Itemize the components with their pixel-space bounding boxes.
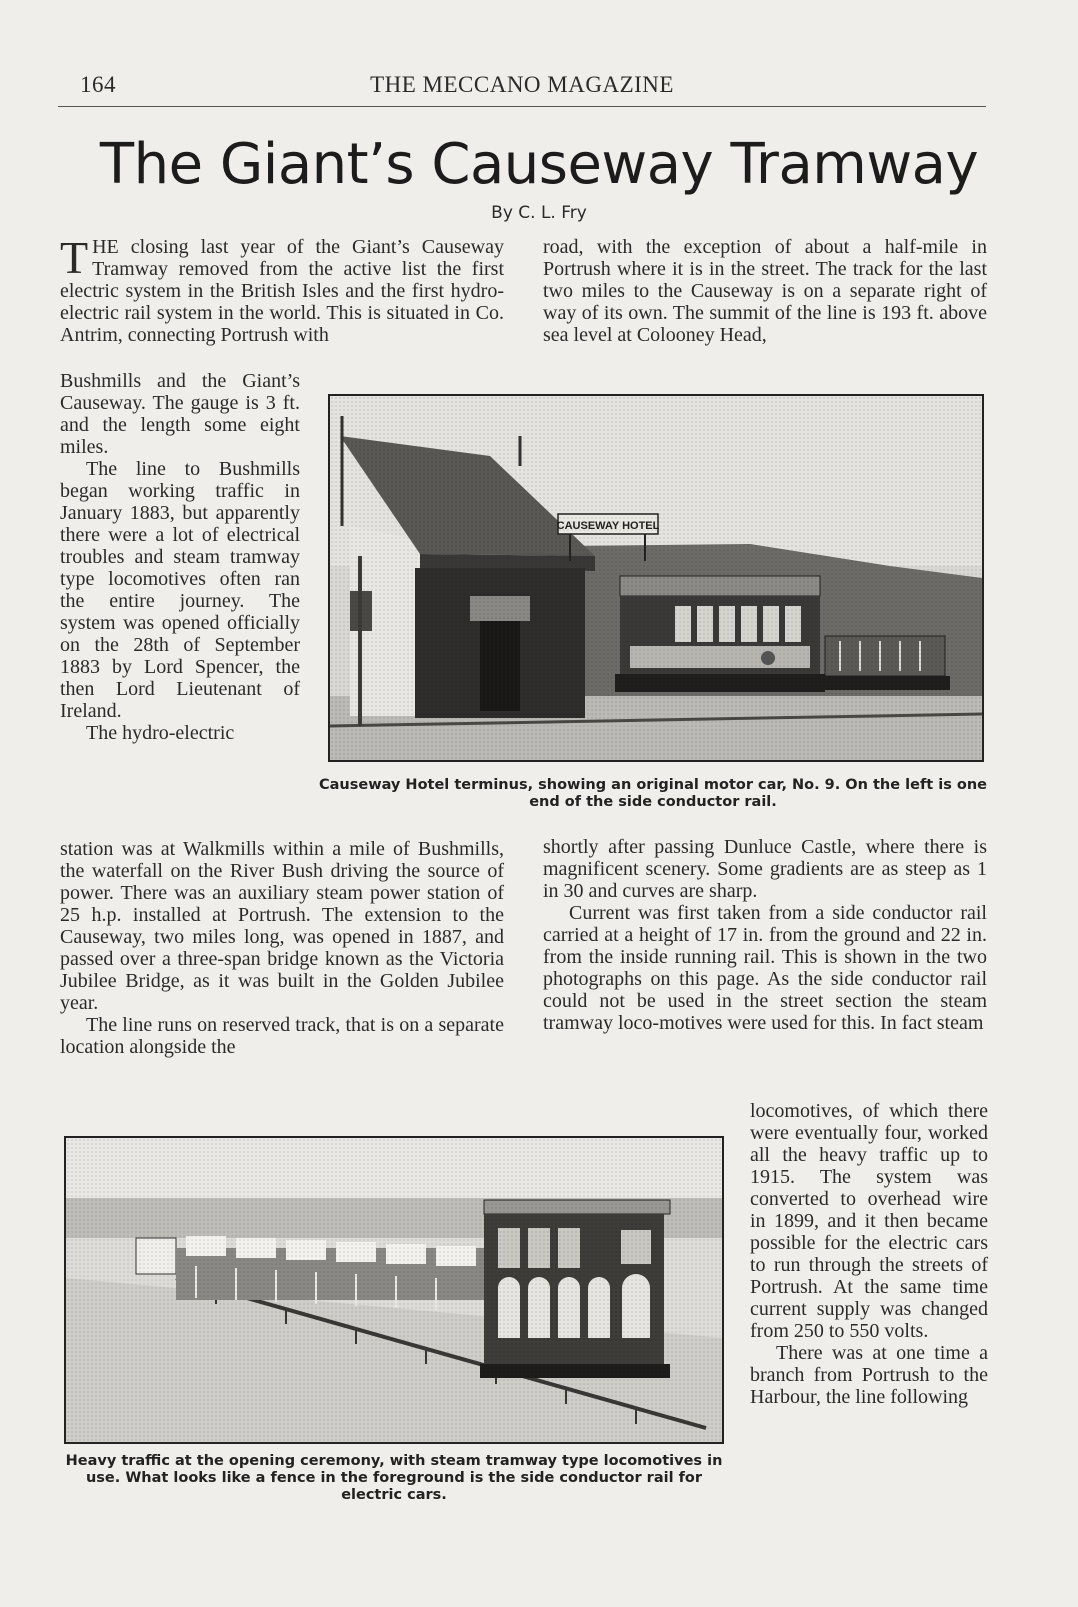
right-column-top (543, 236, 987, 346)
right-paragraph-3: Current was first taken from a side conductor rail carried at a height of 17 in. from the ground and 22 in. from the inside running rail. This is shown in the two photographs on this page. As the side conductor rail could not be used in the street section the steam tramway loco-motives were used for this. In fact steam (543, 902, 987, 1034)
right-paragraph-3-continued: locomotives, of which there were eventually four, worked all the heavy traffic up to 1915. The system was converted to overhead wire in 1899, and it then became possible for the electric cars to run through the streets of Portrush. At the same time current supply was changed from 250 to 550 volts. (750, 1100, 988, 1342)
page-number: 164 (80, 72, 116, 97)
left-column-top (60, 232, 504, 346)
paragraph-3: station was at Walkmills within a mile of Bushmills, the waterfall on the River Bush driving the source of power. There was an auxiliary steam power station of 25 h.p. installed at Portrush. The extension to the Causeway, two miles long, was opened in 1887, and passed over a three-span bridge known as the Victoria Jubilee Bridge, as it was built in the Golden Jubilee year. (60, 838, 504, 1014)
bottom-photo-caption: Heavy traffic at the opening ceremony, with steam tramway type locomotives in use. What looks like a fence in the foreground is the side conductor rail for electric cars. (65, 1453, 723, 1503)
top-photo-caption: Causeway Hotel terminus, showing an original motor car, No. 9. On the left is one end of the side conductor rail. (318, 777, 987, 810)
left-column-bottom (60, 838, 504, 1058)
paragraph-2: The line to Bushmills began working traffic in January 1883, but apparently there were a lot of electrical troubles and steam tramway type locomotives often ran the entire journey. The system was opened officially on the 28th of September 1883 by Lord Spencer, the then Lord Lieutenant of Ireland. (60, 458, 300, 722)
right-paragraph-4: There was at one time a branch from Portrush to the Harbour, the line following (750, 1342, 988, 1408)
paragraph-4: The line runs on reserved track, that is on a separate location alongside the (60, 1014, 504, 1058)
paragraph-3-start: The hydro-electric (86, 722, 235, 744)
photo-illustration-opening-ceremony (66, 1138, 722, 1442)
article-byline: By C. L. Fry (491, 203, 587, 223)
left-column-narrow (60, 370, 300, 744)
right-column-narrow (750, 1100, 988, 1408)
photo-opening-ceremony (64, 1136, 724, 1444)
running-head (58, 70, 986, 107)
photo-illustration-tram-terminus (330, 396, 982, 760)
right-column-middle (543, 836, 987, 1034)
article-title: The Giant’s Causeway Tramway (99, 132, 979, 197)
magazine-title: THE MECCANO MAGAZINE (370, 72, 674, 97)
photo-causeway-hotel-terminus (328, 394, 984, 762)
paragraph-1-continued: Bushmills and the Giant’s Causeway. The gauge is 3 ft. and the length some eight miles. (60, 370, 300, 458)
drop-cap: T (60, 232, 89, 283)
right-paragraph-1: road, with the exception of about a half-mile in Portrush where it is in the street. The track for the last two miles to the Causeway is on a separate right of way of its own. The summit of the line is 193 ft. above sea level at Colooney Head, (543, 236, 987, 346)
paragraph-1: THE closing last year of the Giant’s Causeway Tramway removed from the active list the first electric system in the British Isles and the first hydro-electric rail system in the world. This is situated in Co. Antrim, connecting Portrush with (60, 232, 504, 346)
right-paragraph-2: shortly after passing Dunluce Castle, where there is magnificent scenery. Some gradients are as steep as 1 in 30 and curves are sharp. (543, 836, 987, 902)
